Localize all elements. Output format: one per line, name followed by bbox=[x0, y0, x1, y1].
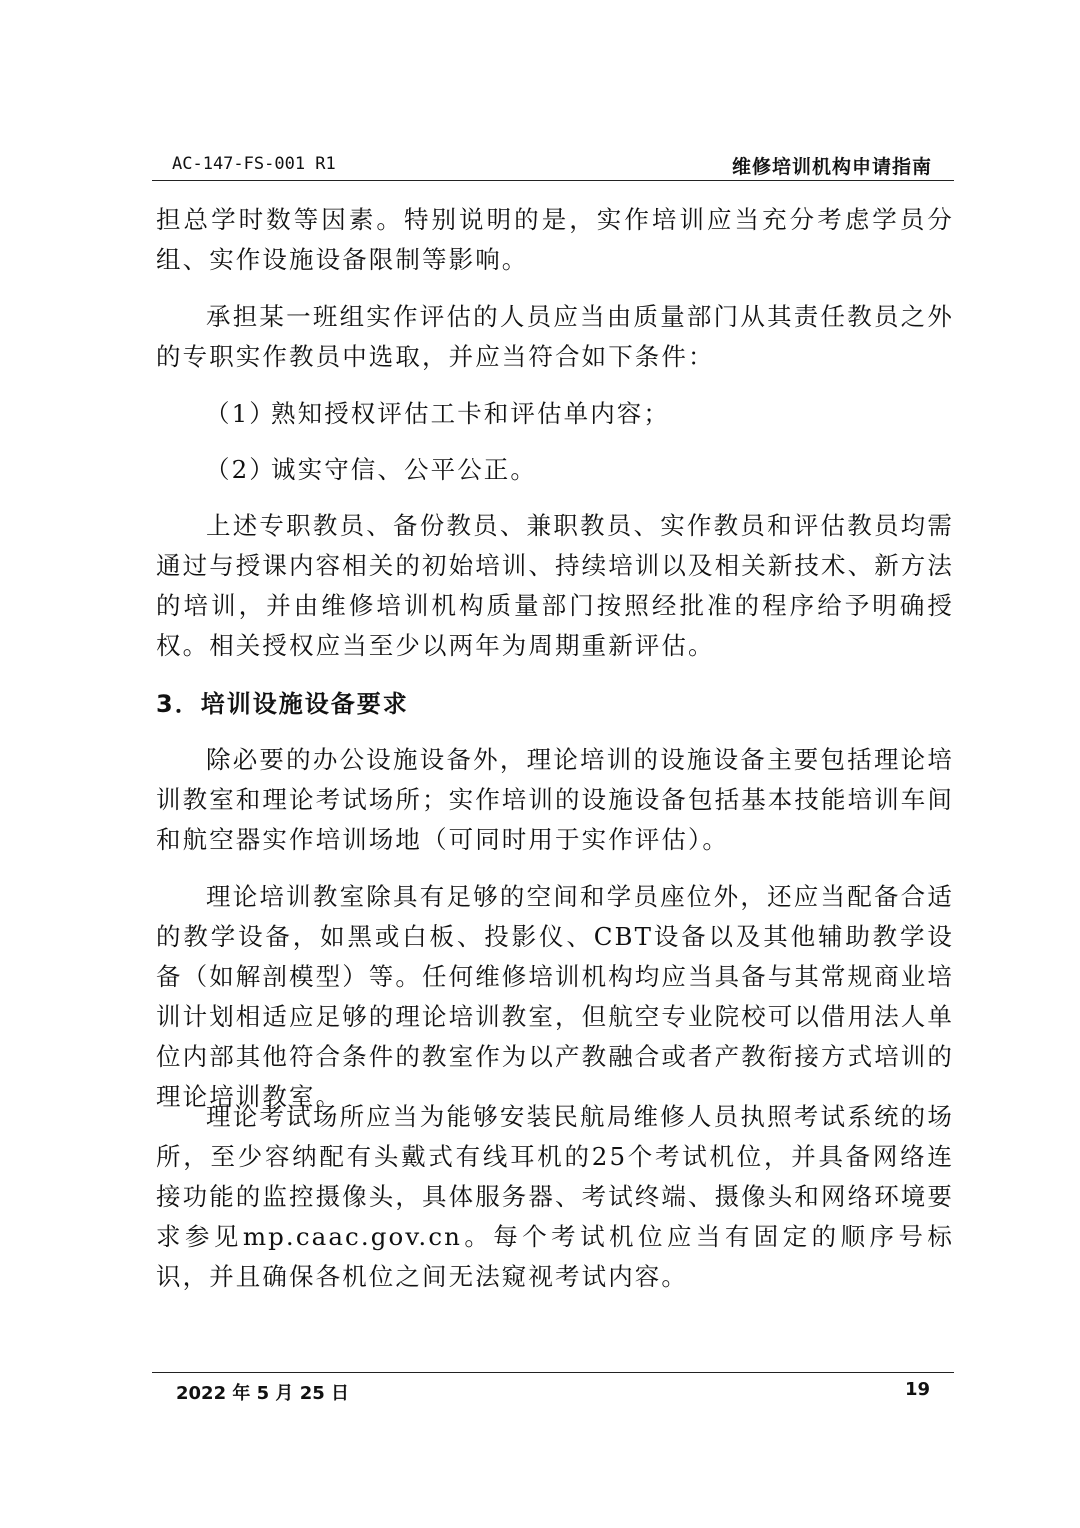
page-footer bbox=[152, 1372, 954, 1413]
paragraph-exam-room-requirements: 理论考试场所应当为能够安装民航局维修人员执照考试系统的场所，至少容纳配有头戴式有线耳机的25个考试机位，并具备网络连接功能的监控摄像头，具体服务器、考试终端、摄像头和网络环境要求参见mp.caac.gov.cn。每个考试机位应当有固定的顺序号标识，并且确保各机位之间无法窥视考试内容。 bbox=[156, 1102, 954, 1291]
issue-date: 2022 年 5 月 25 日 bbox=[176, 1383, 350, 1404]
paragraph-facility-overview: 除必要的办公设施设备外，理论培训的设施设备主要包括理论培训教室和理论考试场所；实作培训的设施设备包括基本技能培训车间和航空器实作培训场地（可同时用于实作评估）。 bbox=[156, 745, 954, 854]
page-header bbox=[152, 150, 954, 181]
paragraph-instructor-authorization: 上述专职教员、备份教员、兼职教员、实作教员和评估教员均需通过与授课内容相关的初始培训、持续培训以及相关新技术、新方法的培训，并由维修培训机构质量部门按照经批准的程序给予明确授权。相关授权应当至少以两年为周期重新评估。 bbox=[156, 511, 954, 660]
list-item-number: （2） bbox=[205, 455, 276, 484]
document-code: AC-147-FS-001 R1 bbox=[172, 154, 336, 174]
paragraph-evaluator-requirements: 承担某一班组实作评估的人员应当由质量部门从其责任教员之外的专职实作教员中选取，并应当符合如下条件： bbox=[156, 302, 954, 371]
list-item-text: 诚实守信、公平公正。 bbox=[271, 455, 537, 484]
list-item-text: 熟知授权评估工卡和评估单内容； bbox=[271, 399, 670, 428]
paragraph-continuation: 担总学时数等因素。特别说明的是，实作培训应当充分考虑学员分组、实作设施设备限制等影响。 bbox=[156, 205, 954, 274]
list-item-number: （1） bbox=[205, 399, 276, 428]
list-item bbox=[205, 394, 670, 434]
paragraph-classroom-requirements: 理论培训教室除具有足够的空间和学员座位外，还应当配备合适的教学设备，如黑或白板、投影仪、CBT设备以及其他辅助教学设备（如解剖模型）等。任何维修培训机构均应当具备与其常规商业培训计划相适应足够的理论培训教室，但航空专业院校可以借用法人单位内部其他符合条件的教室作为以产教融合或者产教衔接方式培训的理论培训教室。 bbox=[156, 882, 954, 1111]
list-item bbox=[205, 450, 537, 490]
section-heading: 3．培训设施设备要求 bbox=[156, 690, 409, 718]
document-title: 维修培训机构申请指南 bbox=[731, 156, 932, 178]
page-number: 19 bbox=[904, 1379, 930, 1400]
